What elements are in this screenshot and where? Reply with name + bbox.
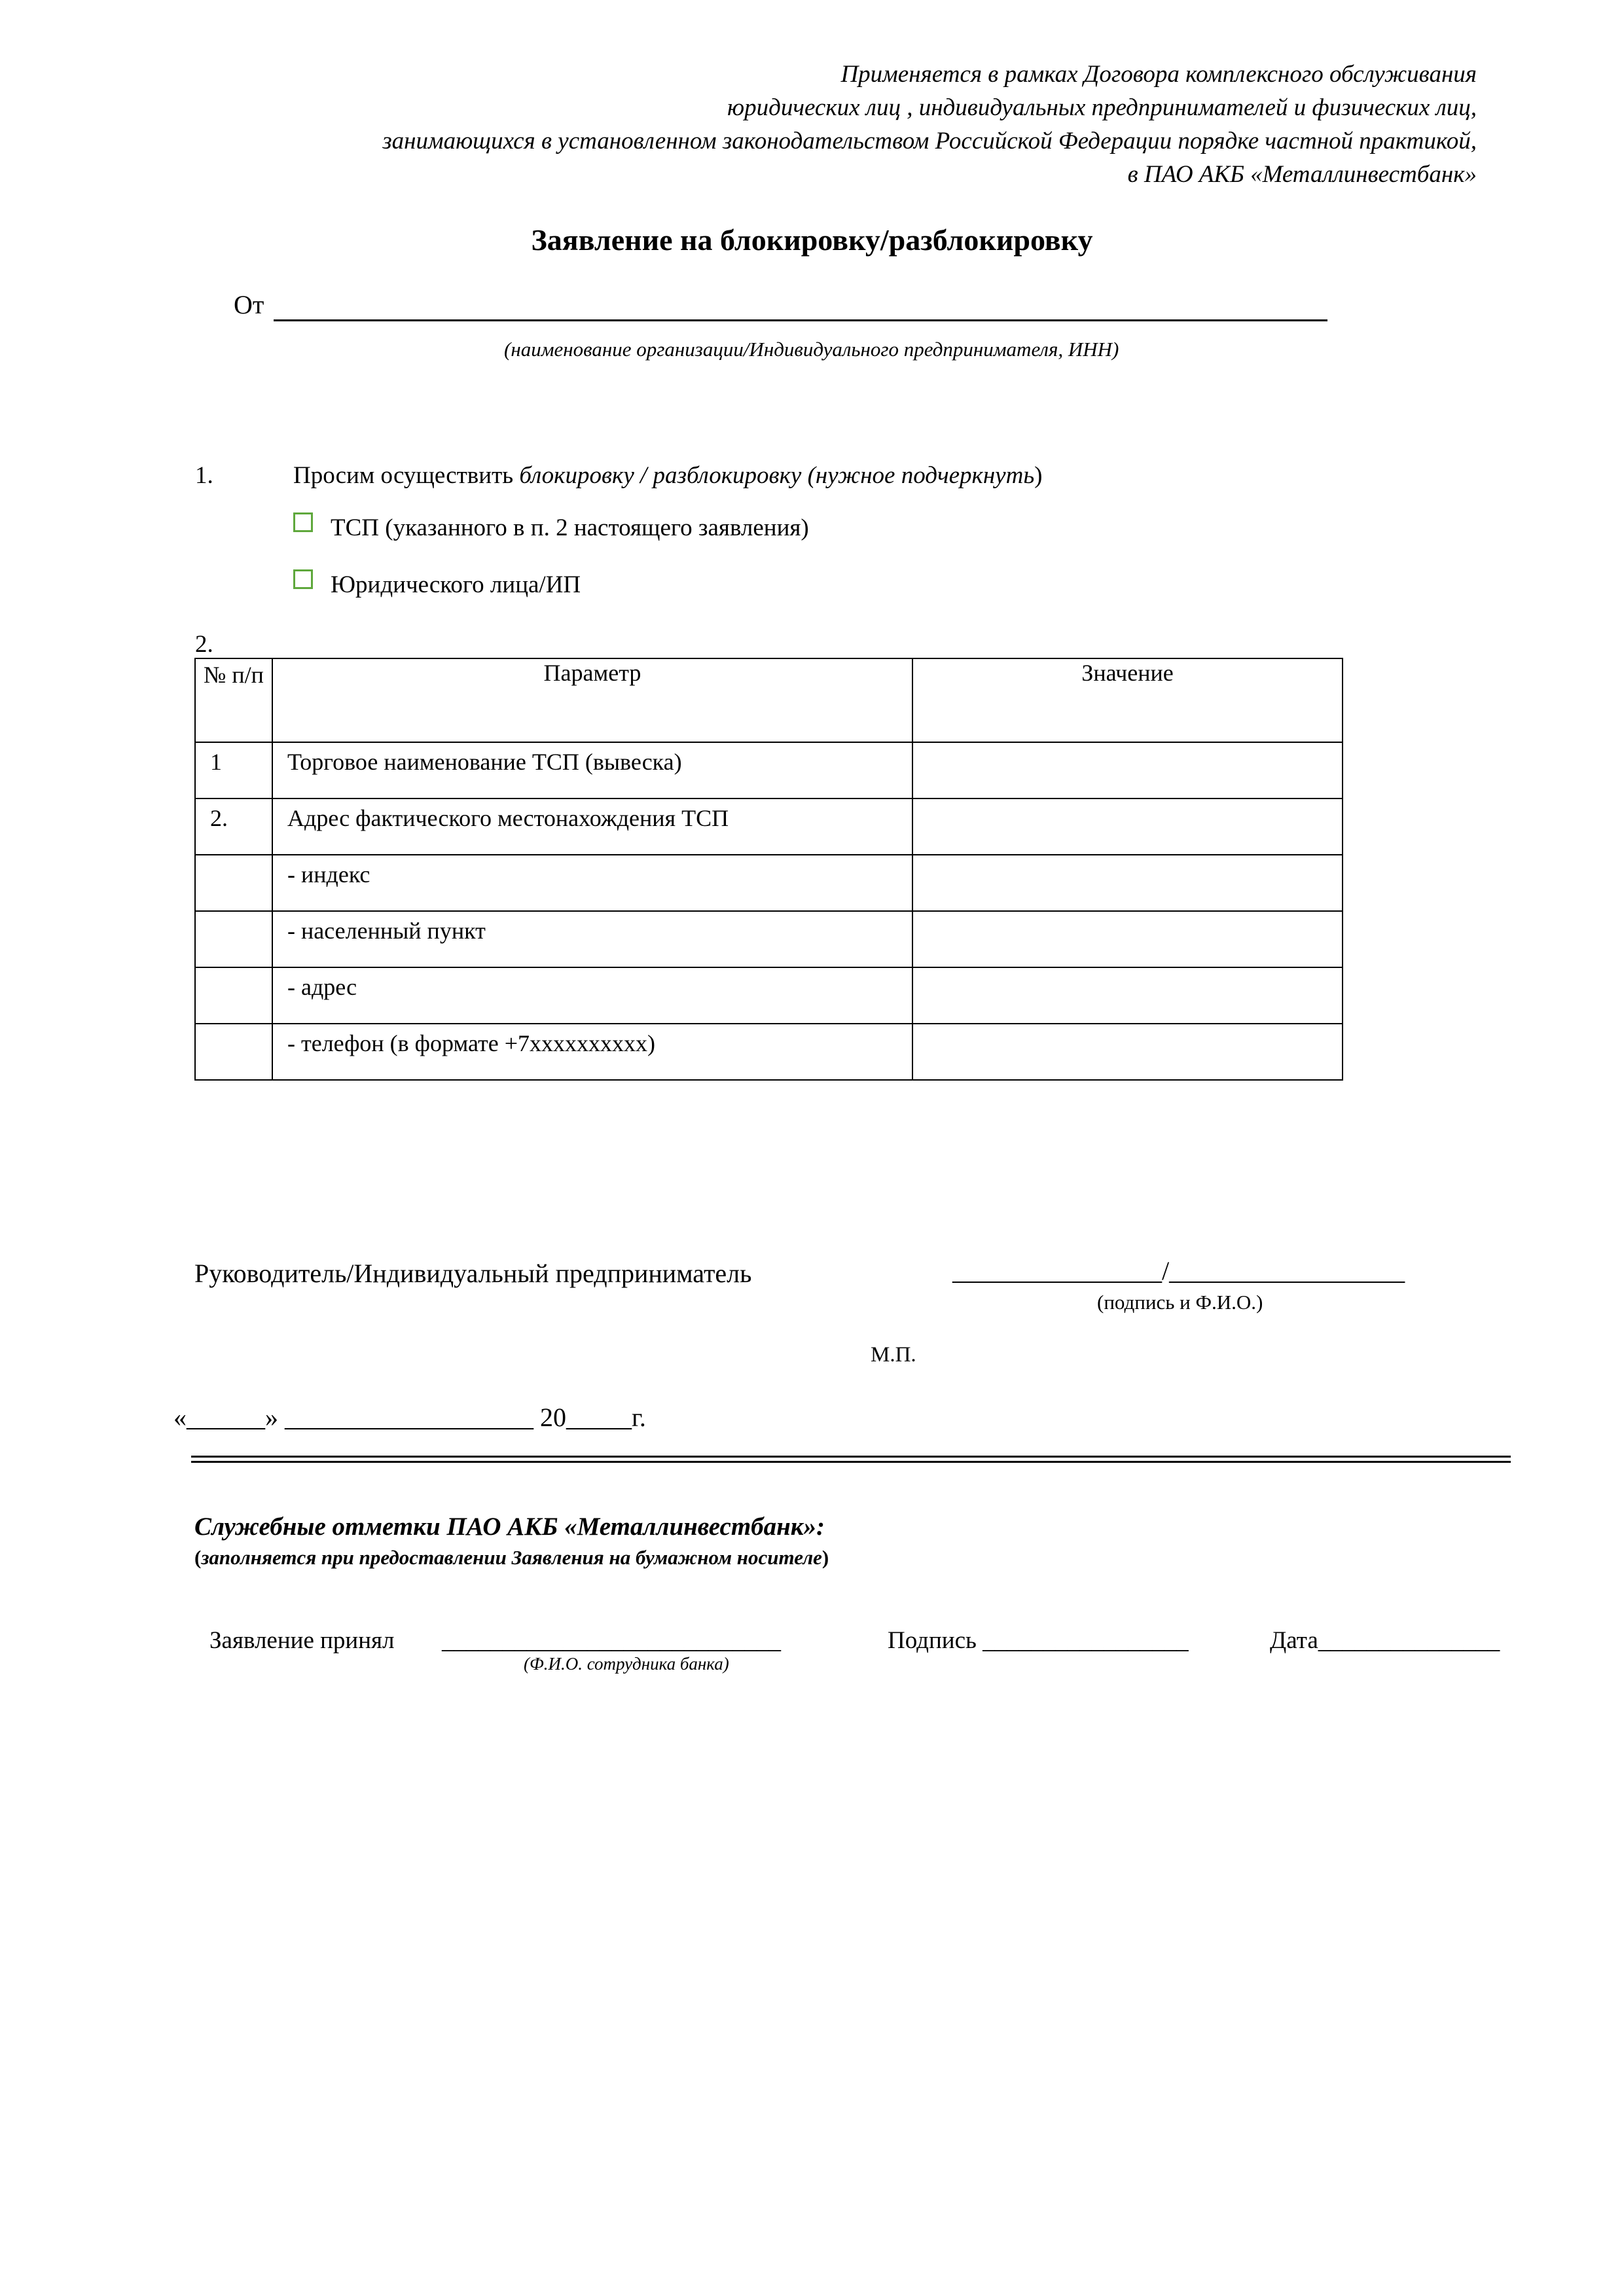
parameters-table (194, 658, 1343, 1081)
separator-line-bottom (191, 1461, 1511, 1463)
header-line-3: занимающихся в установленном законодательством Российской Федерации порядке частной практикой, (382, 128, 1477, 154)
subtitle-text: заполняется при предоставлении Заявления на бумажном носителе (201, 1546, 822, 1569)
row-number: 2. (210, 805, 228, 831)
header-parameter: Параметр (272, 658, 912, 742)
row-parameter: - индекс (287, 861, 370, 888)
table-row (195, 911, 1343, 967)
item-1-text (293, 461, 1043, 490)
row-value-field[interactable] (912, 742, 1343, 798)
row-parameter: Адрес фактического местонахождения ТСП (287, 805, 729, 831)
header-line-2: юридических лиц , индивидуальных предпринимателей и физических лиц, (727, 94, 1477, 121)
accepted-by-label: Заявление принял (209, 1627, 395, 1654)
signature-hint: (подпись и Ф.И.О.) (1097, 1291, 1263, 1314)
row-value-field[interactable] (912, 855, 1343, 911)
table-row (195, 967, 1343, 1024)
header-number: № п/п (195, 658, 272, 742)
header-value: Значение (912, 658, 1343, 742)
row-number (196, 912, 272, 917)
accepted-by-hint: (Ф.И.О. сотрудника банка) (524, 1654, 729, 1674)
row-parameter: - телефон (в формате +7xxxxxxxxxx) (287, 1030, 656, 1056)
subtitle-open: ( (194, 1546, 202, 1569)
header-line-4: в ПАО АКБ «Металлинвестбанк» (1127, 161, 1477, 188)
page-title: Заявление на блокировку/разблокировку (531, 223, 1093, 257)
header-line-1: Применяется в рамках Договора комплексного обслуживания (840, 61, 1477, 88)
item-1-text-end: ) (1034, 462, 1043, 489)
subtitle-close: ) (821, 1546, 829, 1569)
option-legal-entity-label: Юридического лица/ИП (331, 571, 581, 598)
manager-role-label: Руководитель/Индивидуальный предприниматель (194, 1259, 752, 1288)
row-parameter: - населенный пункт (287, 918, 486, 944)
signature-name-field[interactable]: ________________/__________________ (952, 1256, 1405, 1285)
table-header-row (195, 658, 1343, 742)
table-row (195, 855, 1343, 911)
bank-signature-field[interactable]: Подпись _________________ (888, 1627, 1189, 1654)
table-row (195, 798, 1343, 855)
item-2-number: 2. (195, 631, 213, 658)
row-number (196, 968, 272, 973)
row-number (196, 855, 272, 861)
row-number: 1 (210, 749, 222, 775)
row-parameter: - адрес (287, 974, 357, 1000)
item-1-text-italic: блокировку / разблокировку (нужное подчеркнуть (519, 462, 1035, 489)
separator-line-top (191, 1456, 1511, 1458)
row-parameter: Торговое наименование ТСП (вывеска) (287, 749, 682, 775)
date-field[interactable]: «______» ___________________ 20_____г. (173, 1403, 646, 1432)
header-note (382, 58, 1477, 191)
row-value-field[interactable] (912, 1024, 1343, 1080)
row-value-field[interactable] (912, 967, 1343, 1024)
from-label: От (234, 290, 264, 319)
accepted-by-field[interactable]: ____________________________ (442, 1627, 781, 1654)
service-section-subtitle (194, 1546, 829, 1570)
stamp-place-label: М.П. (871, 1343, 916, 1367)
checkbox-tsp[interactable] (293, 512, 313, 532)
row-number (196, 1024, 272, 1030)
from-hint: (наименование организации/Индивидуального предпринимателя, ИНН) (504, 338, 1119, 361)
checkbox-legal-entity[interactable] (293, 569, 313, 589)
bank-date-field[interactable]: Дата_______________ (1270, 1627, 1500, 1654)
from-field-line[interactable] (274, 319, 1327, 321)
table-row (195, 742, 1343, 798)
item-1-number: 1. (195, 462, 213, 489)
row-value-field[interactable] (912, 911, 1343, 967)
service-section-title: Служебные отметки ПАО АКБ «Металлинвестбанк»: (194, 1513, 825, 1541)
option-tsp-label: ТСП (указанного в п. 2 настоящего заявления) (331, 514, 809, 541)
table-row (195, 1024, 1343, 1080)
item-1-text-start: Просим осуществить (293, 462, 520, 489)
row-value-field[interactable] (912, 798, 1343, 855)
